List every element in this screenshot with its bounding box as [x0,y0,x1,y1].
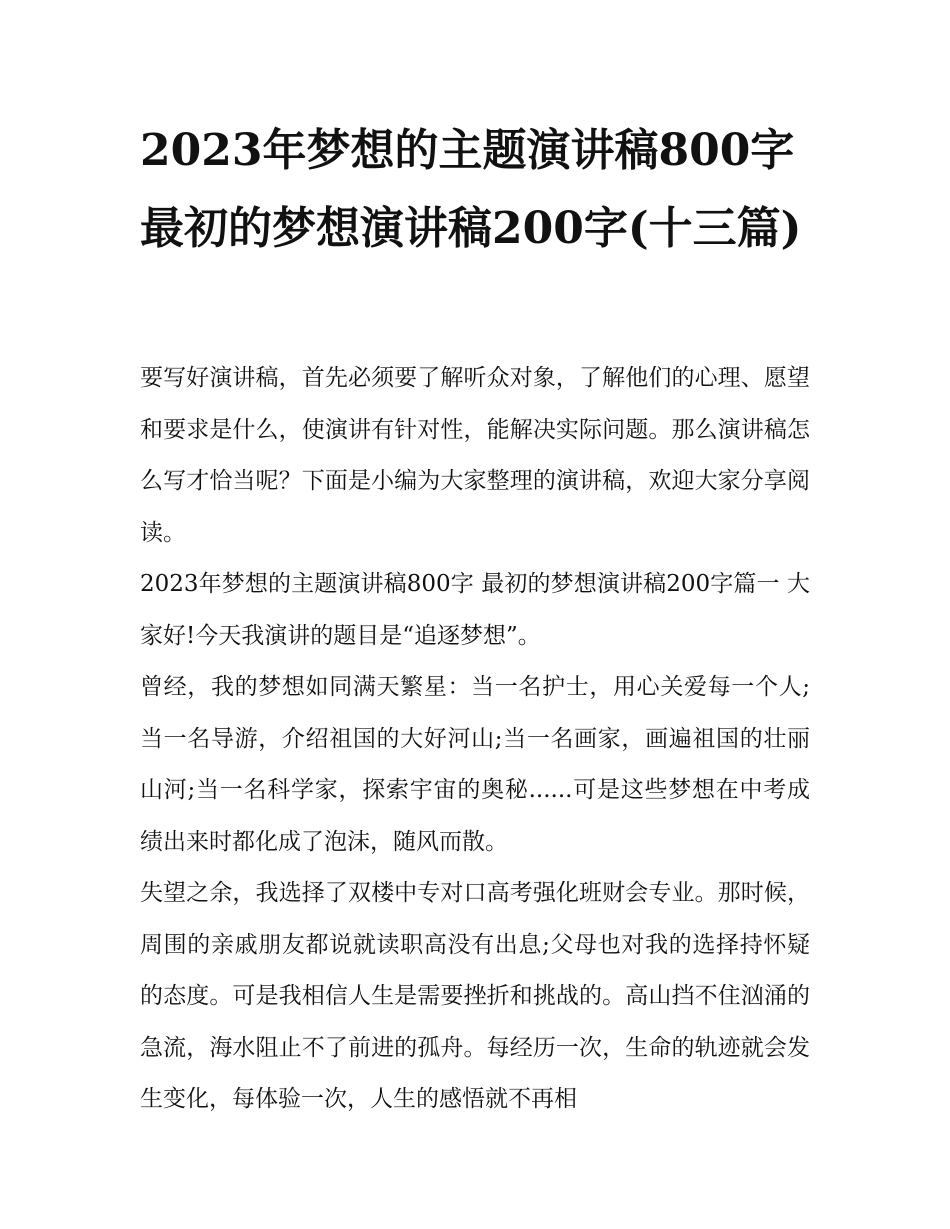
intro-paragraph: 要写好演讲稿，首先必须要了解听众对象，了解他们的心理、愿望和要求是什么，使演讲有针对性，能解决实际问题。那么演讲稿怎么写才恰当呢？下面是小编为大家整理的演讲稿，欢迎大家分享阅读。 [140,365,810,546]
body-paragraph: 失望之余，我选择了双楼中专对口高考强化班财会专业。那时候，周围的亲戚朋友都说就读职高没有出息;父母也对我的选择持怀疑的态度。可是我相信人生是需要挫折和挑战的。高山挡不住汹涌的急流，海水阻止不了前进的孤舟。每经历一次，生命的轨迹就会发生变化，每体验一次，人生的感悟就不再相 [140,880,810,1112]
body-paragraph: 曾经，我的梦想如同满天繁星：当一名护士，用心关爱每一个人;当一名导游，介绍祖国的大好河山;当一名画家，画遍祖国的壮丽山河;当一名科学家，探索宇宙的奥秘......可是这些梦想在中考成绩出来时都化成了泡沫，随风而散。 [140,674,810,855]
document-title: 2023年梦想的主题演讲稿800字 最初的梦想演讲稿200字(十三篇) [140,125,802,254]
section-heading-paragraph: 2023年梦想的主题演讲稿800字 最初的梦想演讲稿200字篇一 大家好!今天我演讲的题目是“追逐梦想”。 [140,571,810,649]
document-body [140,353,810,1126]
